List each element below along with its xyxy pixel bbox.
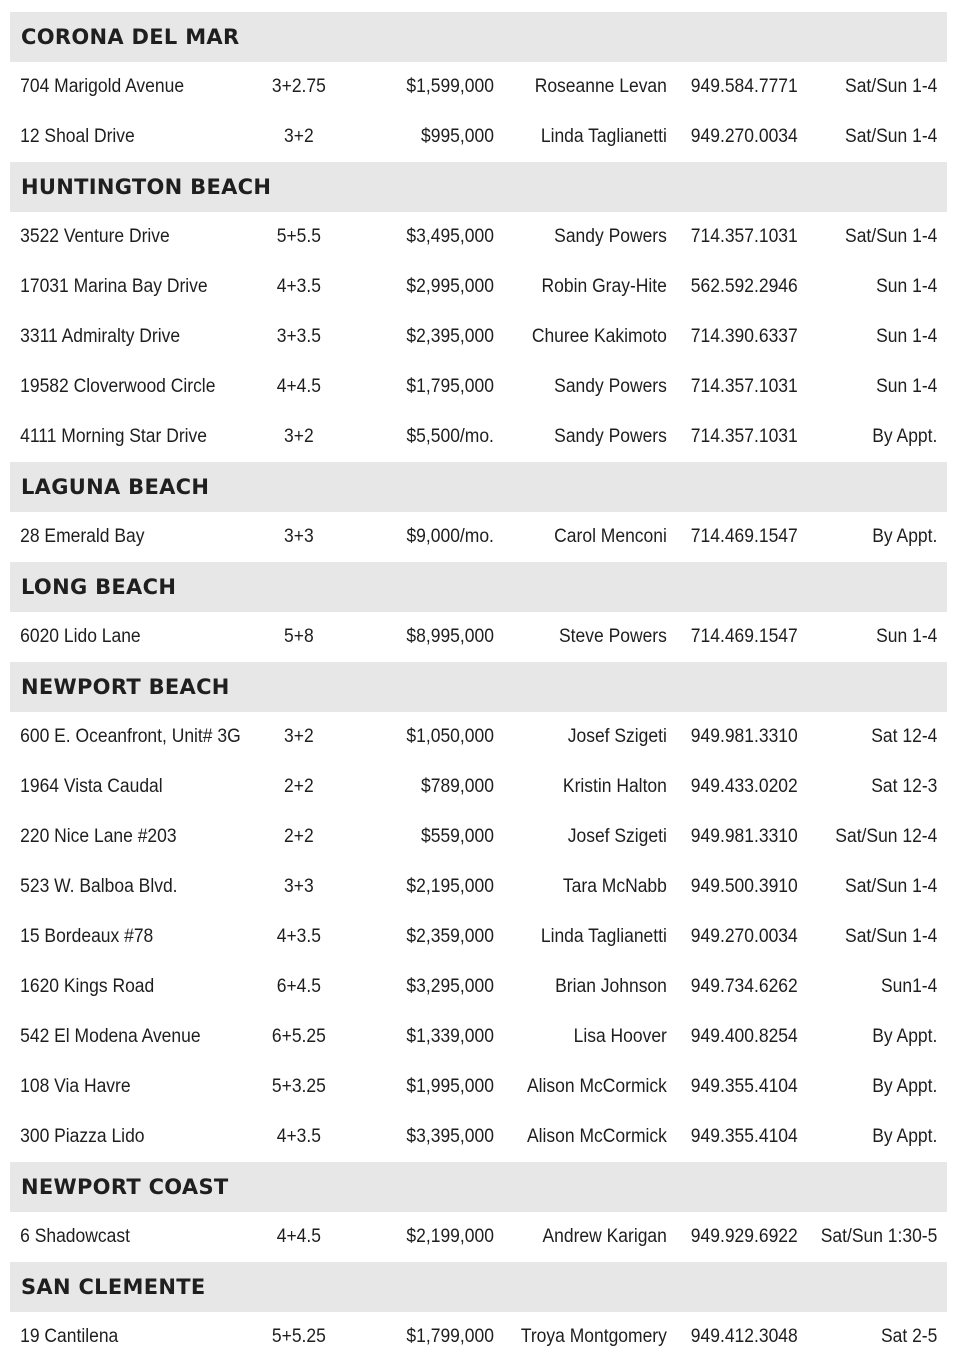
listing-price: $1,599,000 [406, 76, 494, 97]
listing-agent: Sandy Powers [554, 376, 667, 397]
listing-address: 15 Bordeaux #78 [20, 926, 154, 947]
listing-row [10, 962, 947, 1012]
listing-price: $789,000 [421, 776, 494, 797]
listing-agent: Alison McCormick [527, 1076, 667, 1097]
listing-row [10, 112, 947, 162]
city-section [10, 662, 947, 1162]
listing-beds-baths: 4+3.5 [276, 276, 321, 297]
listing-row [10, 812, 947, 862]
listing-beds-baths: 6+5.25 [271, 1026, 326, 1047]
listing-address: 523 W. Balboa Blvd. [20, 876, 178, 897]
listing-phone: 949.981.3310 [690, 826, 798, 847]
listing-hours: By Appt. [872, 426, 938, 447]
listing-price: $1,799,000 [406, 1326, 494, 1347]
listing-price: $2,195,000 [406, 876, 494, 897]
listing-price: $1,050,000 [406, 726, 494, 747]
city-section [10, 162, 947, 462]
listing-hours: Sat 12-4 [871, 726, 938, 747]
listing-agent: Sandy Powers [554, 426, 667, 447]
listing-address: 28 Emerald Bay [20, 526, 145, 547]
listing-price: $2,199,000 [406, 1226, 494, 1247]
listing-row [10, 1312, 947, 1362]
listing-row [10, 762, 947, 812]
listing-rows [10, 212, 947, 462]
city-header: HUNTINGTON BEACH [10, 162, 947, 212]
listing-phone: 949.355.4104 [690, 1126, 798, 1147]
listing-phone: 562.592.2946 [690, 276, 798, 297]
listing-address: 1620 Kings Road [20, 976, 155, 997]
listing-agent: Sandy Powers [554, 226, 667, 247]
listing-beds-baths: 5+8 [284, 626, 314, 647]
listing-price: $1,339,000 [406, 1026, 494, 1047]
listing-beds-baths: 5+5.5 [276, 226, 321, 247]
listing-hours: Sat/Sun 1-4 [845, 876, 938, 897]
listing-rows [10, 612, 947, 662]
city-section [10, 1262, 947, 1362]
listing-agent: Carol Menconi [554, 526, 667, 547]
listing-rows [10, 712, 947, 1162]
city-header: SAN CLEMENTE [10, 1262, 947, 1312]
listing-hours: Sun 1-4 [876, 276, 938, 297]
listing-phone: 949.433.0202 [690, 776, 798, 797]
listing-hours: Sat/Sun 1-4 [845, 76, 938, 97]
listing-phone: 949.929.6922 [690, 1226, 798, 1247]
listing-agent: Josef Szigeti [567, 826, 667, 847]
listing-address: 6020 Lido Lane [20, 626, 141, 647]
listing-agent: Josef Szigeti [567, 726, 667, 747]
listing-phone: 949.734.6262 [690, 976, 798, 997]
listing-address: 542 El Modena Avenue [20, 1026, 201, 1047]
listing-hours: Sat/Sun 1-4 [845, 926, 938, 947]
listing-rows [10, 62, 947, 162]
listing-beds-baths: 4+3.5 [276, 1126, 321, 1147]
listing-price: $2,395,000 [406, 326, 494, 347]
city-header: NEWPORT COAST [10, 1162, 947, 1212]
listing-hours: Sun 1-4 [876, 626, 938, 647]
listing-phone: 714.469.1547 [690, 526, 798, 547]
listing-row [10, 312, 947, 362]
listing-row [10, 1212, 947, 1262]
open-house-listings [10, 12, 947, 1362]
listing-row [10, 512, 947, 562]
listing-price: $3,495,000 [406, 226, 494, 247]
listing-address: 19582 Cloverwood Circle [20, 376, 216, 397]
listing-hours: By Appt. [872, 1026, 938, 1047]
listing-row [10, 262, 947, 312]
listing-hours: Sat/Sun 1-4 [845, 126, 938, 147]
listing-agent: Tara McNabb [562, 876, 667, 897]
listing-agent: Linda Taglianetti [540, 126, 667, 147]
listing-agent: Kristin Halton [562, 776, 667, 797]
listing-hours: By Appt. [872, 1076, 938, 1097]
listing-address: 3522 Venture Drive [20, 226, 170, 247]
listing-price: $1,995,000 [406, 1076, 494, 1097]
listing-beds-baths: 4+3.5 [276, 926, 321, 947]
listing-price: $995,000 [421, 126, 494, 147]
listing-address: 19 Cantilena [20, 1326, 119, 1347]
listing-address: 1964 Vista Caudal [20, 776, 163, 797]
listing-agent: Andrew Karigan [542, 1226, 667, 1247]
listing-beds-baths: 3+3 [284, 526, 314, 547]
listing-phone: 949.270.0034 [690, 126, 798, 147]
listing-phone: 714.357.1031 [690, 426, 798, 447]
listing-price: $559,000 [421, 826, 494, 847]
listing-address: 6 Shadowcast [20, 1226, 130, 1247]
listing-phone: 714.357.1031 [690, 226, 798, 247]
listing-phone: 714.390.6337 [690, 326, 798, 347]
listing-agent: Churee Kakimoto [531, 326, 667, 347]
listing-row [10, 412, 947, 462]
listing-beds-baths: 3+3.5 [276, 326, 321, 347]
city-header: NEWPORT BEACH [10, 662, 947, 712]
listing-phone: 949.355.4104 [690, 1076, 798, 1097]
listing-price: $2,359,000 [406, 926, 494, 947]
listing-hours: By Appt. [872, 526, 938, 547]
listing-hours: Sat/Sun 1:30-5 [820, 1226, 938, 1247]
listing-agent: Alison McCormick [527, 1126, 667, 1147]
listing-row [10, 1012, 947, 1062]
city-header: CORONA DEL MAR [10, 12, 947, 62]
listing-agent: Troya Montgomery [520, 1326, 667, 1347]
listing-price: $5,500/mo. [406, 426, 494, 447]
listing-rows [10, 1212, 947, 1262]
listing-address: 3311 Admiralty Drive [20, 326, 181, 347]
listing-phone: 949.400.8254 [690, 1026, 798, 1047]
listing-address: 108 Via Havre [20, 1076, 131, 1097]
listing-row [10, 62, 947, 112]
listing-phone: 949.412.3048 [690, 1326, 798, 1347]
listing-hours: Sun 1-4 [876, 376, 938, 397]
city-header: LAGUNA BEACH [10, 462, 947, 512]
listing-agent: Roseanne Levan [534, 76, 667, 97]
listing-agent: Robin Gray-Hite [541, 276, 667, 297]
listing-address: 4111 Morning Star Drive [20, 426, 207, 447]
city-section [10, 462, 947, 562]
listing-beds-baths: 2+2 [284, 776, 314, 797]
listing-price: $2,995,000 [406, 276, 494, 297]
listing-hours: Sat 12-3 [871, 776, 938, 797]
listing-price: $3,295,000 [406, 976, 494, 997]
listing-beds-baths: 2+2 [284, 826, 314, 847]
listing-beds-baths: 3+2 [284, 426, 314, 447]
listing-price: $3,395,000 [406, 1126, 494, 1147]
listing-address: 220 Nice Lane #203 [20, 826, 177, 847]
listing-phone: 949.584.7771 [690, 76, 798, 97]
listing-beds-baths: 4+4.5 [276, 376, 321, 397]
listing-row [10, 1062, 947, 1112]
listing-row [10, 612, 947, 662]
listing-beds-baths: 5+3.25 [271, 1076, 326, 1097]
listing-phone: 949.500.3910 [690, 876, 798, 897]
listing-agent: Lisa Hoover [573, 1026, 667, 1047]
city-section [10, 12, 947, 162]
city-section [10, 1162, 947, 1262]
city-section [10, 562, 947, 662]
listing-beds-baths: 4+4.5 [276, 1226, 321, 1247]
listing-hours: Sun1-4 [880, 976, 938, 997]
listing-price: $1,795,000 [406, 376, 494, 397]
listing-beds-baths: 3+3 [284, 876, 314, 897]
listing-address: 600 E. Oceanfront, Unit# 3G [20, 726, 241, 747]
listing-row [10, 862, 947, 912]
listing-row [10, 1112, 947, 1162]
listing-beds-baths: 5+5.25 [271, 1326, 326, 1347]
listing-rows [10, 512, 947, 562]
listing-address: 704 Marigold Avenue [20, 76, 185, 97]
listing-hours: Sat/Sun 1-4 [845, 226, 938, 247]
listing-agent: Brian Johnson [555, 976, 667, 997]
listing-address: 300 Piazza Lido [20, 1126, 145, 1147]
listing-phone: 714.469.1547 [690, 626, 798, 647]
listing-address: 12 Shoal Drive [20, 126, 135, 147]
listing-phone: 949.981.3310 [690, 726, 798, 747]
listing-hours: Sun 1-4 [876, 326, 938, 347]
listing-beds-baths: 6+4.5 [276, 976, 321, 997]
listing-address: 17031 Marina Bay Drive [20, 276, 208, 297]
listing-row [10, 362, 947, 412]
listing-agent: Steve Powers [559, 626, 667, 647]
listing-phone: 949.270.0034 [690, 926, 798, 947]
listing-hours: By Appt. [872, 1126, 938, 1147]
listing-rows [10, 1312, 947, 1362]
city-header: LONG BEACH [10, 562, 947, 612]
listing-hours: Sat/Sun 12-4 [835, 826, 938, 847]
listing-beds-baths: 3+2 [284, 726, 314, 747]
listing-agent: Linda Taglianetti [540, 926, 667, 947]
listing-beds-baths: 3+2 [284, 126, 314, 147]
listing-hours: Sat 2-5 [880, 1326, 938, 1347]
listing-price: $8,995,000 [406, 626, 494, 647]
listing-price: $9,000/mo. [406, 526, 494, 547]
listing-beds-baths: 3+2.75 [271, 76, 326, 97]
listing-row [10, 212, 947, 262]
listing-row [10, 912, 947, 962]
listing-row [10, 712, 947, 762]
listing-phone: 714.357.1031 [690, 376, 798, 397]
